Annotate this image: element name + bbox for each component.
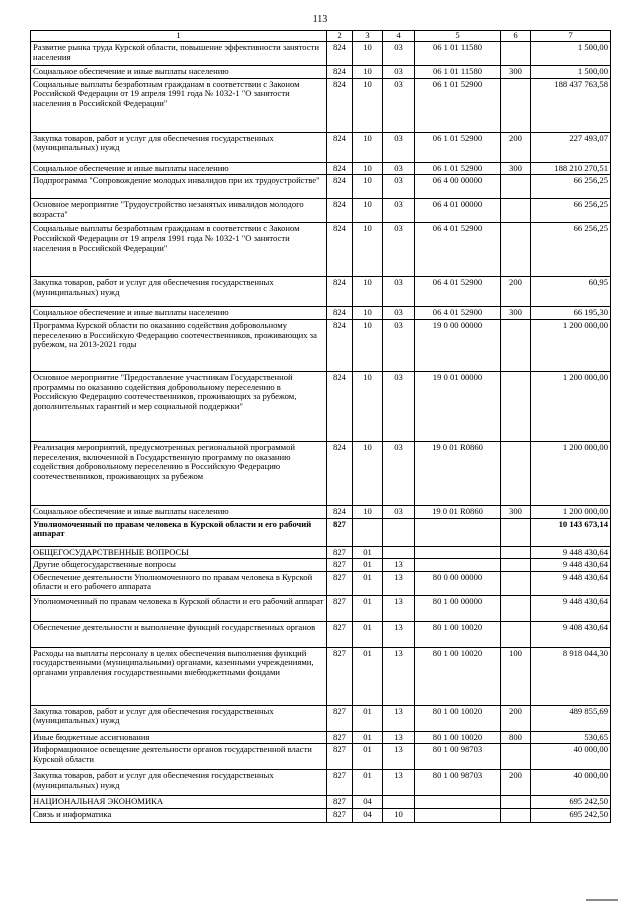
table-row bbox=[31, 441, 611, 505]
cell-c3 bbox=[353, 518, 383, 546]
col-header-1: 1 bbox=[31, 31, 327, 42]
cell-c5: 80 1 00 10020 bbox=[415, 647, 501, 705]
cell-name: Закупка товаров, работ и услуг для обеспечения государственных (муниципальных) нужд bbox=[31, 132, 327, 162]
table-row bbox=[31, 199, 611, 223]
cell-name: Закупка товаров, работ и услуг для обеспечения государственных (муниципальных) нужд bbox=[31, 770, 327, 796]
cell-c5 bbox=[415, 809, 501, 823]
cell-name: Социальное обеспечение и иные выплаты населению bbox=[31, 66, 327, 79]
cell-c7: 9 408 430,64 bbox=[531, 621, 611, 647]
table-row bbox=[31, 42, 611, 66]
cell-c7: 1 500,00 bbox=[531, 42, 611, 66]
table-row bbox=[31, 371, 611, 441]
cell-c7: 8 918 044,30 bbox=[531, 647, 611, 705]
table-row bbox=[31, 621, 611, 647]
cell-c4: 03 bbox=[383, 78, 415, 132]
table-row bbox=[31, 307, 611, 320]
table-row bbox=[31, 66, 611, 79]
cell-name: Основное мероприятие "Трудоустройство незанятых инвалидов молодого возраста" bbox=[31, 199, 327, 223]
cell-c2: 824 bbox=[327, 42, 353, 66]
cell-name: Подпрограмма "Сопровождение молодых инвалидов при их трудоустройстве" bbox=[31, 175, 327, 199]
cell-name: Уполномоченный по правам человека в Курской области и его рабочий аппарат bbox=[31, 595, 327, 621]
cell-c5: 06 1 01 11580 bbox=[415, 66, 501, 79]
table-row bbox=[31, 571, 611, 595]
cell-c2: 827 bbox=[327, 731, 353, 744]
cell-c4: 13 bbox=[383, 647, 415, 705]
cell-c6 bbox=[501, 42, 531, 66]
cell-c6 bbox=[501, 744, 531, 770]
cell-c7: 9 448 430,64 bbox=[531, 559, 611, 572]
cell-c4: 03 bbox=[383, 307, 415, 320]
cell-c2: 824 bbox=[327, 307, 353, 320]
col-header-2: 2 bbox=[327, 31, 353, 42]
cell-c4: 03 bbox=[383, 371, 415, 441]
cell-name: Социальное обеспечение и иные выплаты населению bbox=[31, 505, 327, 518]
cell-c6 bbox=[501, 175, 531, 199]
cell-c3: 01 bbox=[353, 571, 383, 595]
cell-c2: 827 bbox=[327, 546, 353, 559]
cell-c4: 03 bbox=[383, 42, 415, 66]
cell-c7: 40 000,00 bbox=[531, 770, 611, 796]
cell-c4: 13 bbox=[383, 744, 415, 770]
cell-c6 bbox=[501, 78, 531, 132]
cell-name: Программа Курской области по оказанию содействия добровольному переселению в Российскую Федерацию соотечественников, проживающих за рубежом, на 2013-2021 годы bbox=[31, 319, 327, 371]
cell-c4: 03 bbox=[383, 319, 415, 371]
cell-c7: 9 448 430,64 bbox=[531, 571, 611, 595]
cell-c5: 80 1 00 00000 bbox=[415, 595, 501, 621]
cell-name: Уполномоченный по правам человека в Курской области и его рабочий аппарат bbox=[31, 518, 327, 546]
cell-c6 bbox=[501, 595, 531, 621]
cell-name: Основное мероприятие "Предоставление участникам Государственной программы по оказанию содействия добровольному переселению в Российскую Федерацию соотечественников, проживающих за рубежом, дополнительных гарантий и мер социальной поддержки" bbox=[31, 371, 327, 441]
cell-c4 bbox=[383, 518, 415, 546]
cell-c3: 04 bbox=[353, 796, 383, 809]
cell-c6 bbox=[501, 223, 531, 277]
cell-c7: 66 256,25 bbox=[531, 175, 611, 199]
cell-c5: 06 4 01 00000 bbox=[415, 199, 501, 223]
cell-c2: 827 bbox=[327, 518, 353, 546]
cell-c2: 824 bbox=[327, 199, 353, 223]
cell-c5: 19 0 00 00000 bbox=[415, 319, 501, 371]
cell-c7: 1 200 000,00 bbox=[531, 441, 611, 505]
cell-c5 bbox=[415, 796, 501, 809]
cell-c6: 300 bbox=[501, 162, 531, 175]
cell-c3: 10 bbox=[353, 78, 383, 132]
cell-c6: 300 bbox=[501, 307, 531, 320]
cell-c4: 03 bbox=[383, 199, 415, 223]
table-row bbox=[31, 162, 611, 175]
cell-c2: 824 bbox=[327, 78, 353, 132]
cell-c3: 01 bbox=[353, 744, 383, 770]
cell-c4: 03 bbox=[383, 441, 415, 505]
cell-c7: 188 437 763,58 bbox=[531, 78, 611, 132]
cell-c5: 06 4 01 52900 bbox=[415, 223, 501, 277]
cell-c7: 695 242,50 bbox=[531, 809, 611, 823]
cell-c6: 300 bbox=[501, 505, 531, 518]
cell-c2: 824 bbox=[327, 175, 353, 199]
cell-c4: 03 bbox=[383, 505, 415, 518]
cell-c2: 824 bbox=[327, 277, 353, 307]
table-row bbox=[31, 277, 611, 307]
cell-c6 bbox=[501, 199, 531, 223]
cell-name: НАЦИОНАЛЬНАЯ ЭКОНОМИКА bbox=[31, 796, 327, 809]
table-row bbox=[31, 809, 611, 823]
cell-c3: 04 bbox=[353, 809, 383, 823]
cell-c3: 10 bbox=[353, 307, 383, 320]
page-number: 113 bbox=[312, 14, 328, 25]
cell-c3: 10 bbox=[353, 319, 383, 371]
cell-c3: 10 bbox=[353, 505, 383, 518]
cell-c4: 13 bbox=[383, 731, 415, 744]
cell-c4 bbox=[383, 546, 415, 559]
cell-c4: 03 bbox=[383, 175, 415, 199]
cell-c5: 06 4 01 52900 bbox=[415, 277, 501, 307]
cell-name: Другие общегосударственные вопросы bbox=[31, 559, 327, 572]
cell-name: Реализация мероприятий, предусмотренных региональной программой переселения, включенной в Государственную программу по оказанию содействия добровольному переселению в Российскую Федерацию соотечественников, проживающих за рубежом bbox=[31, 441, 327, 505]
scan-mark bbox=[586, 899, 618, 901]
cell-c7: 66 256,25 bbox=[531, 199, 611, 223]
cell-c7: 9 448 430,64 bbox=[531, 595, 611, 621]
cell-c3: 10 bbox=[353, 277, 383, 307]
table-row bbox=[31, 78, 611, 132]
cell-c6 bbox=[501, 796, 531, 809]
cell-c3: 10 bbox=[353, 175, 383, 199]
table-row bbox=[31, 175, 611, 199]
cell-c3: 10 bbox=[353, 371, 383, 441]
cell-c2: 824 bbox=[327, 441, 353, 505]
cell-c6 bbox=[501, 441, 531, 505]
cell-c4: 13 bbox=[383, 770, 415, 796]
cell-c2: 824 bbox=[327, 223, 353, 277]
cell-c7: 530,65 bbox=[531, 731, 611, 744]
cell-c4 bbox=[383, 796, 415, 809]
cell-c6 bbox=[501, 546, 531, 559]
cell-name: Информационное освещение деятельности органов государственной власти Курской области bbox=[31, 744, 327, 770]
cell-name: Социальные выплаты безработным гражданам в соответствии с Законом Российской Федерации от 19 апреля 1991 года № 1032-1 "О занятости населения в Российской Федерации" bbox=[31, 223, 327, 277]
table-header-row bbox=[31, 31, 611, 42]
cell-c7: 188 210 270,51 bbox=[531, 162, 611, 175]
cell-c2: 827 bbox=[327, 796, 353, 809]
cell-c5: 19 0 01 R0860 bbox=[415, 441, 501, 505]
cell-c4: 13 bbox=[383, 571, 415, 595]
cell-c4: 03 bbox=[383, 223, 415, 277]
cell-c4: 03 bbox=[383, 277, 415, 307]
cell-c4: 13 bbox=[383, 595, 415, 621]
cell-c7: 227 493,07 bbox=[531, 132, 611, 162]
cell-c2: 827 bbox=[327, 621, 353, 647]
cell-c5 bbox=[415, 546, 501, 559]
cell-c3: 01 bbox=[353, 647, 383, 705]
cell-c2: 827 bbox=[327, 559, 353, 572]
cell-c6: 200 bbox=[501, 132, 531, 162]
cell-c7: 1 200 000,00 bbox=[531, 505, 611, 518]
cell-c3: 10 bbox=[353, 162, 383, 175]
cell-c5: 80 1 00 98703 bbox=[415, 770, 501, 796]
col-header-7: 7 bbox=[531, 31, 611, 42]
cell-c6: 800 bbox=[501, 731, 531, 744]
table-row bbox=[31, 770, 611, 796]
col-header-6: 6 bbox=[501, 31, 531, 42]
budget-table bbox=[30, 30, 611, 823]
cell-c3: 01 bbox=[353, 546, 383, 559]
cell-c4: 13 bbox=[383, 621, 415, 647]
cell-c4: 03 bbox=[383, 132, 415, 162]
cell-name: Закупка товаров, работ и услуг для обеспечения государственных (муниципальных) нужд bbox=[31, 705, 327, 731]
cell-c6 bbox=[501, 559, 531, 572]
cell-c7: 9 448 430,64 bbox=[531, 546, 611, 559]
cell-c2: 827 bbox=[327, 705, 353, 731]
cell-name: Закупка товаров, работ и услуг для обеспечения государственных (муниципальных) нужд bbox=[31, 277, 327, 307]
cell-c7: 1 500,00 bbox=[531, 66, 611, 79]
cell-c6 bbox=[501, 518, 531, 546]
cell-c7: 489 855,69 bbox=[531, 705, 611, 731]
table-row bbox=[31, 744, 611, 770]
table-row bbox=[31, 132, 611, 162]
table-row bbox=[31, 559, 611, 572]
cell-c5: 80 1 00 10020 bbox=[415, 705, 501, 731]
cell-c6 bbox=[501, 319, 531, 371]
table-row bbox=[31, 595, 611, 621]
cell-c6 bbox=[501, 621, 531, 647]
cell-c3: 01 bbox=[353, 731, 383, 744]
cell-c2: 827 bbox=[327, 595, 353, 621]
cell-c6: 300 bbox=[501, 66, 531, 79]
cell-c5: 06 4 00 00000 bbox=[415, 175, 501, 199]
cell-name: Социальное обеспечение и иные выплаты населению bbox=[31, 162, 327, 175]
cell-c6: 200 bbox=[501, 277, 531, 307]
cell-c3: 01 bbox=[353, 559, 383, 572]
cell-c7: 66 256,25 bbox=[531, 223, 611, 277]
cell-c5 bbox=[415, 518, 501, 546]
table-row bbox=[31, 731, 611, 744]
cell-c7: 40 000,00 bbox=[531, 744, 611, 770]
cell-c5: 80 0 00 00000 bbox=[415, 571, 501, 595]
cell-c3: 01 bbox=[353, 770, 383, 796]
col-header-5: 5 bbox=[415, 31, 501, 42]
table-row bbox=[31, 546, 611, 559]
table-row bbox=[31, 518, 611, 546]
cell-c7: 1 200 000,00 bbox=[531, 371, 611, 441]
cell-c4: 13 bbox=[383, 559, 415, 572]
cell-c2: 827 bbox=[327, 571, 353, 595]
cell-name: Обеспечение деятельности Уполномоченного по правам человека в Курской области и его рабочего аппарата bbox=[31, 571, 327, 595]
cell-c6: 200 bbox=[501, 770, 531, 796]
cell-c6: 100 bbox=[501, 647, 531, 705]
cell-c3: 01 bbox=[353, 621, 383, 647]
col-header-3: 3 bbox=[353, 31, 383, 42]
cell-c2: 827 bbox=[327, 770, 353, 796]
cell-c2: 824 bbox=[327, 319, 353, 371]
cell-name: Развитие рынка труда Курской области, повышение эффективности занятости населения bbox=[31, 42, 327, 66]
cell-c5: 06 1 01 11580 bbox=[415, 42, 501, 66]
cell-c5: 19 0 01 00000 bbox=[415, 371, 501, 441]
cell-c3: 10 bbox=[353, 441, 383, 505]
table-row bbox=[31, 223, 611, 277]
cell-c4: 10 bbox=[383, 809, 415, 823]
cell-c5: 06 1 01 52900 bbox=[415, 78, 501, 132]
cell-c3: 10 bbox=[353, 132, 383, 162]
cell-c3: 01 bbox=[353, 705, 383, 731]
table-row bbox=[31, 319, 611, 371]
cell-c6: 200 bbox=[501, 705, 531, 731]
cell-c3: 10 bbox=[353, 223, 383, 277]
cell-c2: 827 bbox=[327, 809, 353, 823]
cell-c3: 10 bbox=[353, 66, 383, 79]
cell-name: ОБЩЕГОСУДАРСТВЕННЫЕ ВОПРОСЫ bbox=[31, 546, 327, 559]
table-row bbox=[31, 796, 611, 809]
cell-name: Иные бюджетные ассигнования bbox=[31, 731, 327, 744]
cell-c2: 824 bbox=[327, 162, 353, 175]
cell-c2: 827 bbox=[327, 647, 353, 705]
cell-c3: 10 bbox=[353, 199, 383, 223]
cell-c4: 03 bbox=[383, 162, 415, 175]
cell-name: Связь и информатика bbox=[31, 809, 327, 823]
cell-c5: 06 4 01 52900 bbox=[415, 307, 501, 320]
cell-name: Расходы на выплаты персоналу в целях обеспечения выполнения функций государственными (муниципальными) органами, казенными учреждениями, органами управления государственными внебюджетными фондами bbox=[31, 647, 327, 705]
cell-c5: 80 1 00 10020 bbox=[415, 621, 501, 647]
cell-c2: 824 bbox=[327, 505, 353, 518]
cell-c5: 06 1 01 52900 bbox=[415, 132, 501, 162]
cell-c5: 19 0 01 R0860 bbox=[415, 505, 501, 518]
cell-c3: 10 bbox=[353, 42, 383, 66]
cell-c6 bbox=[501, 371, 531, 441]
cell-c7: 1 200 000,00 bbox=[531, 319, 611, 371]
cell-c2: 824 bbox=[327, 371, 353, 441]
cell-name: Социальные выплаты безработным гражданам в соответствии с Законом Российской Федерации от 19 апреля 1991 года № 1032-1 "О занятости населения в Российской Федерации" bbox=[31, 78, 327, 132]
cell-name: Обеспечение деятельности и выполнение функций государственных органов bbox=[31, 621, 327, 647]
col-header-4: 4 bbox=[383, 31, 415, 42]
cell-c7: 10 143 673,14 bbox=[531, 518, 611, 546]
cell-name: Социальное обеспечение и иные выплаты населению bbox=[31, 307, 327, 320]
cell-c7: 66 195,30 bbox=[531, 307, 611, 320]
cell-c7: 695 242,50 bbox=[531, 796, 611, 809]
cell-c5: 80 1 00 98703 bbox=[415, 744, 501, 770]
cell-c5 bbox=[415, 559, 501, 572]
table-row bbox=[31, 505, 611, 518]
table-row bbox=[31, 705, 611, 731]
cell-c3: 01 bbox=[353, 595, 383, 621]
cell-c6 bbox=[501, 809, 531, 823]
cell-c2: 824 bbox=[327, 132, 353, 162]
cell-c2: 824 bbox=[327, 66, 353, 79]
cell-c7: 60,95 bbox=[531, 277, 611, 307]
cell-c6 bbox=[501, 571, 531, 595]
cell-c5: 80 1 00 10020 bbox=[415, 731, 501, 744]
table-row bbox=[31, 647, 611, 705]
cell-c4: 13 bbox=[383, 705, 415, 731]
cell-c5: 06 1 01 52900 bbox=[415, 162, 501, 175]
cell-c4: 03 bbox=[383, 66, 415, 79]
cell-c2: 827 bbox=[327, 744, 353, 770]
